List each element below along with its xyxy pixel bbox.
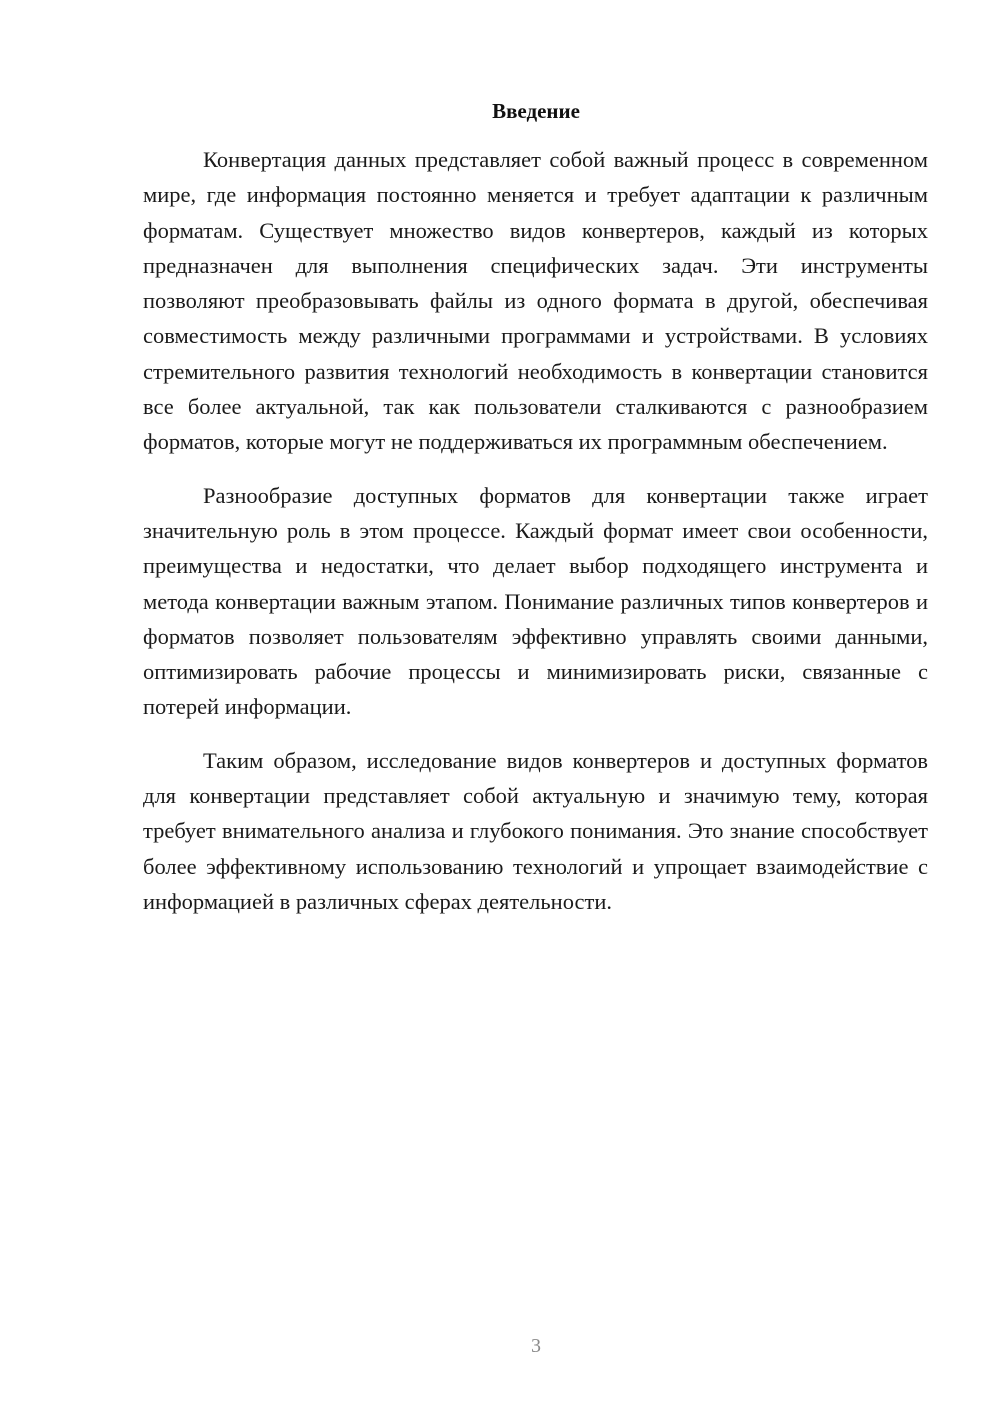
page-number: 3 xyxy=(531,1335,541,1357)
paragraph-3: Таким образом, исследование видов конвертеров и доступных форматов для конвертации представляет собой актуальную и значимую тему, которая требует внимательного анализа и глубокого понимания. Это знание способствует более эффективному использованию технологий и упрощает взаимодействие с информацией в различных сферах деятельности. xyxy=(143,747,928,914)
paragraph-1: Конвертация данных представляет собой важный процесс в современном мире, где информация постоянно меняется и требует адаптации к различным форматам. Существует множество видов конвертеров, каждый из которых предназначен для выполнения специфических задач. Эти инструменты позволяют преобразовывать файлы из одного формата в другой, обеспечивая совместимость между различными программами и устройствами. В условиях стремительного развития технологий необходимость в конвертации становится все более актуальной, так как пользователи сталкиваются с разнообразием форматов, которые могут не поддерживаться их программным обеспечением. xyxy=(143,147,928,455)
page-title: Введение xyxy=(492,99,580,123)
paragraph-2: Разнообразие доступных форматов для конвертации также играет значительную роль в этом процессе. Каждый формат имеет свои особенности, преимущества и недостатки, что делает выбор подходящего инструмента и метода конвертации важным этапом. Понимание различных типов конвертеров и форматов позволяет пользователям эффективно управлять своими данными, оптимизировать рабочие процессы и минимизировать риски, связанные с потерей информации. xyxy=(143,482,928,720)
document-body xyxy=(143,142,928,937)
